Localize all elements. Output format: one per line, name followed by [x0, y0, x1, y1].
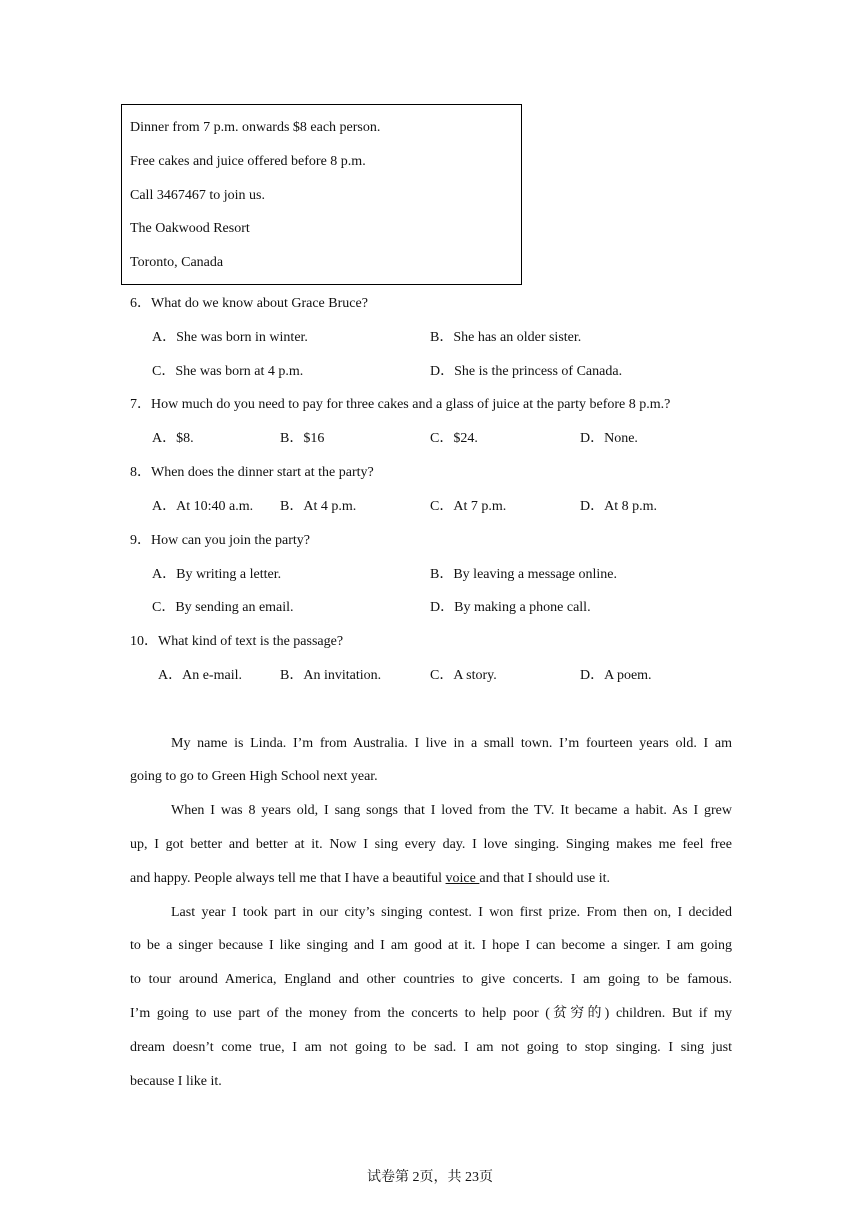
answer-option: B．$16	[280, 431, 325, 446]
passage-text: and happy. People always tell me that I have a beautiful	[130, 871, 446, 886]
answer-option: A．$8.	[152, 431, 194, 446]
notice-line: Toronto, Canada	[130, 255, 224, 270]
question-stem: 10．What kind of text is the passage?	[130, 634, 344, 649]
answer-option: D．By making a phone call.	[430, 600, 591, 615]
notice-line: The Oakwood Resort	[130, 221, 250, 236]
answer-option: C．By sending an email.	[152, 600, 294, 615]
answer-option: C．At 7 p.m.	[430, 499, 507, 514]
passage-line: up, I got better and better at it. Now I sing every day. I love singing. Singing makes me feel free	[130, 837, 732, 852]
answer-option: C．$24.	[430, 431, 478, 446]
passage-line: going to go to Green High School next year.	[130, 769, 378, 784]
passage-line: to be a singer because I like singing and I am good at it. I hope I can become a singer. I am going	[130, 938, 732, 953]
question-stem: 8．When does the dinner start at the party?	[130, 465, 374, 480]
notice-line: Free cakes and juice offered before 8 p.m.	[130, 154, 366, 169]
passage-line: When I was 8 years old, I sang songs that I loved from the TV. It became a habit. As I grew	[171, 803, 732, 818]
notice-line: Dinner from 7 p.m. onwards $8 each person.	[130, 120, 381, 135]
passage-line: to tour around America, England and other countries to give concerts. I am going to be famous.	[130, 972, 732, 987]
passage-line: Last year I took part in our city’s singing contest. I won first prize. From then on, I decided	[171, 905, 732, 920]
answer-option: A．An e-mail.	[158, 668, 242, 683]
answer-option: A．She was born in winter.	[152, 330, 308, 345]
notice-line: Call 3467467 to join us.	[130, 188, 265, 203]
answer-option: D．A poem.	[580, 668, 652, 683]
underlined-word-voice: voice	[445, 871, 480, 886]
passage-line: dream doesn’t come true, I am not going to be sad. I am not going to stop singing. I sing just	[130, 1040, 732, 1055]
answer-option: C．She was born at 4 p.m.	[152, 364, 304, 379]
passage-line: I’m going to use part of the money from the concerts to help poor (贫穷的) children. But if my	[130, 1006, 732, 1021]
question-stem: 6．What do we know about Grace Bruce?	[130, 296, 368, 311]
answer-option: A．By writing a letter.	[152, 567, 282, 582]
question-stem: 7．How much do you need to pay for three cakes and a glass of juice at the party before 8 p.m.?	[130, 397, 671, 412]
answer-option: B．An invitation.	[280, 668, 382, 683]
question-stem: 9．How can you join the party?	[130, 533, 311, 548]
passage-line: My name is Linda. I’m from Australia. I live in a small town. I’m fourteen years old. I am	[171, 736, 732, 751]
answer-option: C．A story.	[430, 668, 497, 683]
passage-line: because I like it.	[130, 1074, 222, 1089]
answer-option: D．None.	[580, 431, 638, 446]
answer-option: B．At 4 p.m.	[280, 499, 357, 514]
answer-option: D．She is the princess of Canada.	[430, 364, 623, 379]
answer-option: B．She has an older sister.	[430, 330, 582, 345]
answer-option: D．At 8 p.m.	[580, 499, 657, 514]
passage-line	[130, 870, 732, 888]
notice-box	[121, 104, 522, 285]
answer-option: B．By leaving a message online.	[430, 567, 618, 582]
answer-option: A．At 10:40 a.m.	[152, 499, 254, 514]
passage-text: and that I should use it.	[479, 871, 611, 886]
page-footer: 试卷第 2页，共 23页	[367, 1170, 493, 1185]
